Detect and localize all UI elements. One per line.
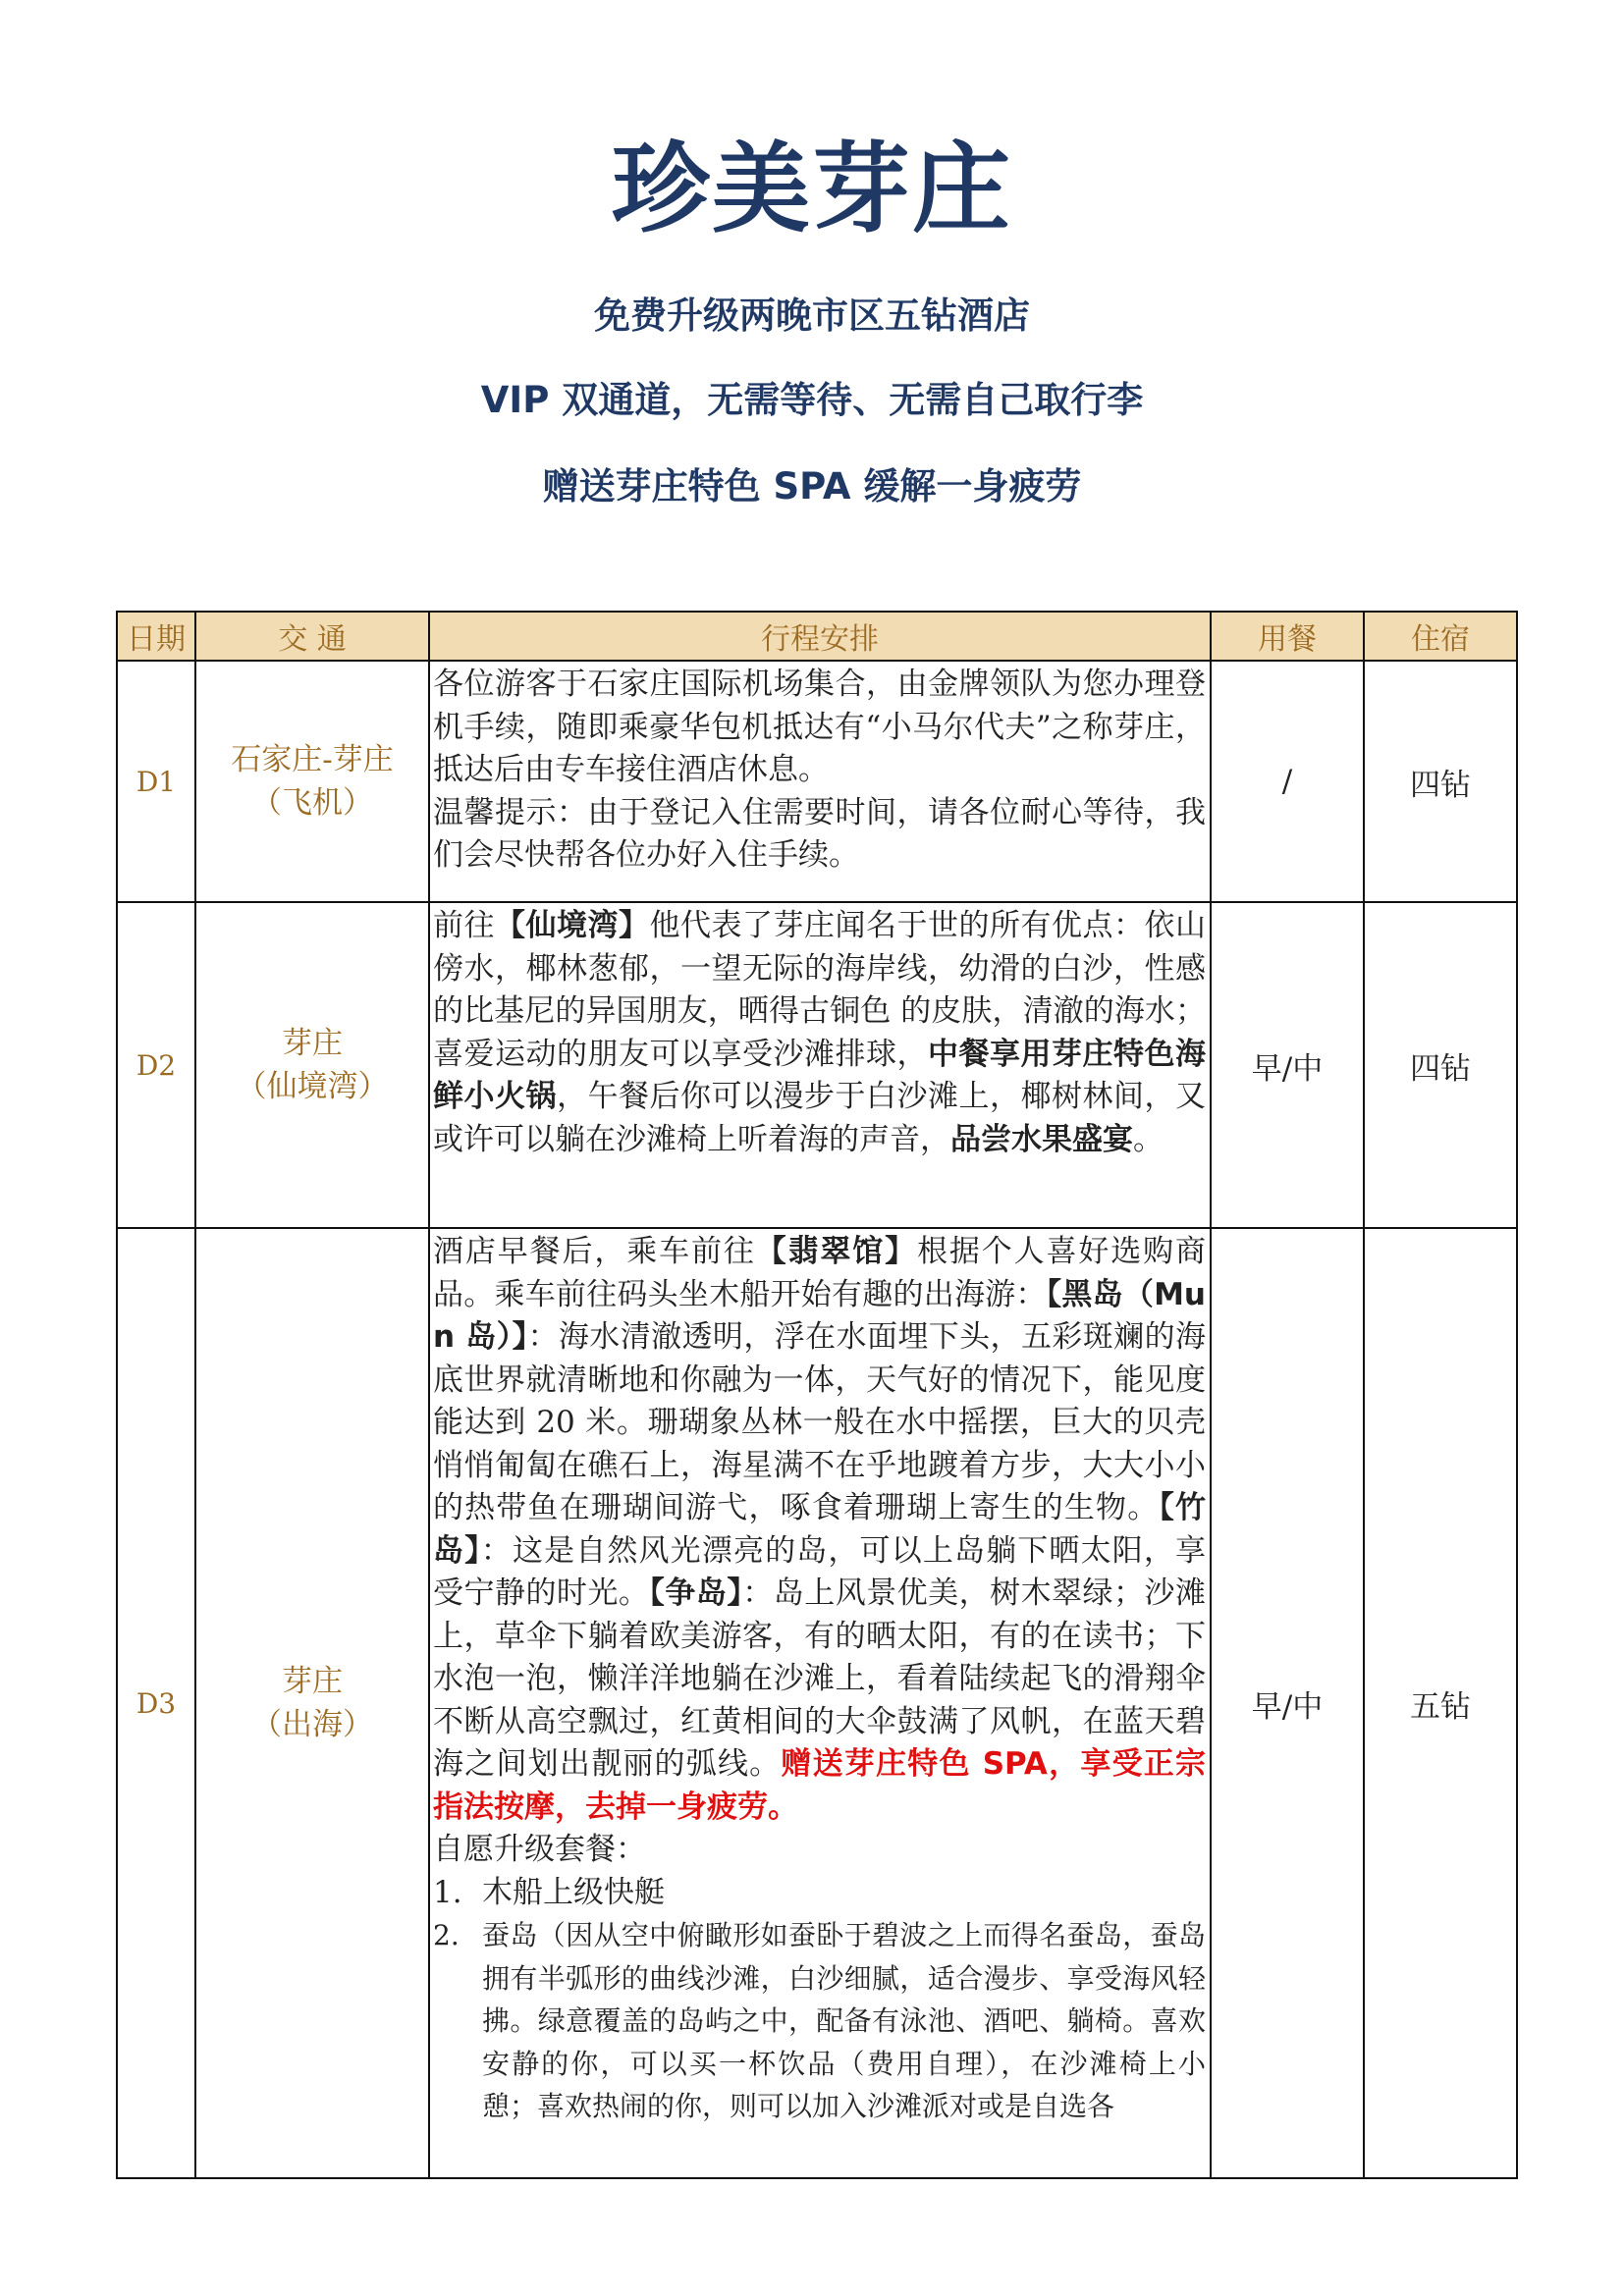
plan-highlight: 【竹岛】 — [433, 1490, 1206, 1569]
table-header-row — [117, 612, 1517, 661]
upgrade-title: 自愿升级套餐： — [433, 1832, 646, 1867]
transport-route: 芽庄 — [282, 1664, 343, 1699]
meal-cell: / — [1211, 661, 1364, 902]
meal-cell: 早/中 — [1211, 902, 1364, 1228]
plan-cell — [429, 661, 1211, 902]
plan-paragraph — [433, 1231, 1206, 1829]
transport-mode: （出海） — [251, 1707, 373, 1742]
hotel-cell: 五钻 — [1364, 1228, 1517, 2178]
plan-text: ：岛上风景优美，树木翠绿；沙滩上，草伞下躺着欧美游客，有的晒太阳，有的在读书；下水泡一泡，懒洋洋地躺在沙滩上，看着陆续起飞的滑翔伞不断从高空飘过，红黄相间的大伞鼓满了风帆，在蓝天碧海之间划出靓丽的弧线。 — [433, 1575, 1206, 1782]
transport-route: 芽庄 — [282, 1026, 343, 1061]
subtitle-hotel-upgrade: 免费升级两晚市区五钻酒店 — [594, 294, 1030, 337]
transport-route: 石家庄-芽庄 — [231, 742, 394, 777]
plan-text: ：这是自然风光漂亮的岛，可以上岛躺下晒太阳，享受宁静的时光。 — [433, 1532, 1206, 1611]
subtitle-vip-channel: VIP 双通道，无需等待、无需自己取行李 — [480, 379, 1144, 421]
transport-mode: （仙境湾） — [236, 1069, 389, 1104]
transport-cell — [195, 902, 429, 1228]
plan-paragraph — [433, 905, 1206, 1161]
transport-cell — [195, 1228, 429, 2178]
plan-tip: 温馨提示：由于登记入住需要时间，请各位耐心等待，我们会尽快帮各位办好入住手续。 — [433, 794, 1206, 873]
header-transport: 交 通 — [195, 612, 429, 661]
plan-cell — [429, 902, 1211, 1228]
plan-highlight: 【翡翠馆】 — [755, 1234, 918, 1269]
header-hotel: 住宿 — [1364, 612, 1517, 661]
hotel-cell: 四钻 — [1364, 661, 1517, 902]
itinerary-table — [116, 611, 1518, 2179]
transport-cell — [195, 661, 429, 902]
plan-paragraph: 各位游客于石家庄国际机场集合，由金牌领队为您办理登机手续，随即乘豪华包机抵达有“小马尔代夫”之称芽庄，抵达后由专车接住酒店休息。 — [433, 667, 1206, 787]
plan-text: 酒店早餐后，乘车前往 — [433, 1234, 756, 1269]
list-item — [433, 1872, 1206, 1915]
plan-highlight: 【黑岛（Mun 岛）】 — [433, 1276, 1206, 1355]
list-number: 2. — [433, 1919, 460, 1951]
list-item — [433, 1914, 1206, 2128]
table-row-d3 — [117, 1228, 1517, 2178]
header-date: 日期 — [117, 612, 195, 661]
list-number: 1. — [433, 1874, 462, 1910]
plan-text: 前往 — [433, 908, 495, 943]
spa-gift-note: 赠送芽庄特色 SPA，享受正宗指法按摩，去掉一身疲劳。 — [433, 1746, 1206, 1825]
upgrade-list — [433, 1872, 1206, 2128]
plan-text: ，午餐后你可以漫步于白沙滩上，椰树林间，又或许可以躺在沙滩椅上听着海的声音， — [433, 1079, 1206, 1157]
header-meal: 用餐 — [1211, 612, 1364, 661]
plan-text: 根据个人喜好选购商品。乘车前往码头坐木船开始有趣的出海游： — [433, 1234, 1206, 1312]
day-label: D3 — [117, 1228, 195, 2178]
transport-mode: （飞机） — [251, 785, 373, 821]
plan-content — [433, 1231, 1206, 2175]
day-label: D1 — [117, 661, 195, 902]
plan-highlight: 【争岛】 — [649, 1575, 743, 1611]
page-title: 珍美芽庄 — [612, 132, 1012, 246]
table-row-d1 — [117, 661, 1517, 902]
list-text: 蚕岛（因从空中俯瞰形如蚕卧于碧波之上而得名蚕岛，蚕岛拥有半弧形的曲线沙滩，白沙细腻，适合漫步、享受海风轻拂。绿意覆盖的岛屿之中，配备有泳池、酒吧、躺椅。喜欢安静的你，可以买一杯饮品（费用自理），在沙滩椅上小憩；喜欢热闹的你，则可以加入沙滩派对或是自选各 — [482, 1919, 1206, 2122]
day-label: D2 — [117, 902, 195, 1228]
plan-highlight: 品尝水果盛宴 — [950, 1121, 1133, 1157]
list-text: 木船上级快艇 — [482, 1874, 665, 1910]
plan-text: 。 — [1133, 1121, 1164, 1157]
table-row-d2 — [117, 902, 1517, 1228]
plan-text: 他代表了芽庄闻名于世的所有优点：依山傍水，椰林葱郁，一望无际的海岸线，幼滑的白沙，性感的比基尼的异国朋友，晒得古铜色 的皮肤，清澈的海水；喜爱运动的朋友可以享受沙滩排球， — [433, 908, 1206, 1072]
plan-cell — [429, 1228, 1211, 2178]
meal-cell: 早/中 — [1211, 1228, 1364, 2178]
subtitle-spa-gift: 赠送芽庄特色 SPA 缓解一身疲劳 — [542, 465, 1082, 507]
plan-text: ：海水清澈透明，浮在水面埋下头，五彩斑斓的海底世界就清晰地和你融为一体，天气好的情况下，能见度能达到 20 米。珊瑚象丛林一般在水中摇摆，巨大的贝壳悄悄匍匐在礁石上，海星满不在乎地踱着方步，大大小小的热带鱼在珊瑚间游弋，啄食着珊瑚上寄生的生物。 — [433, 1319, 1206, 1525]
header-plan: 行程安排 — [429, 612, 1211, 661]
plan-highlight: 【仙境湾】 — [495, 908, 650, 943]
hotel-cell: 四钻 — [1364, 902, 1517, 1228]
plan-highlight: 中餐享用芽庄特色海鲜小火锅 — [433, 1036, 1206, 1114]
